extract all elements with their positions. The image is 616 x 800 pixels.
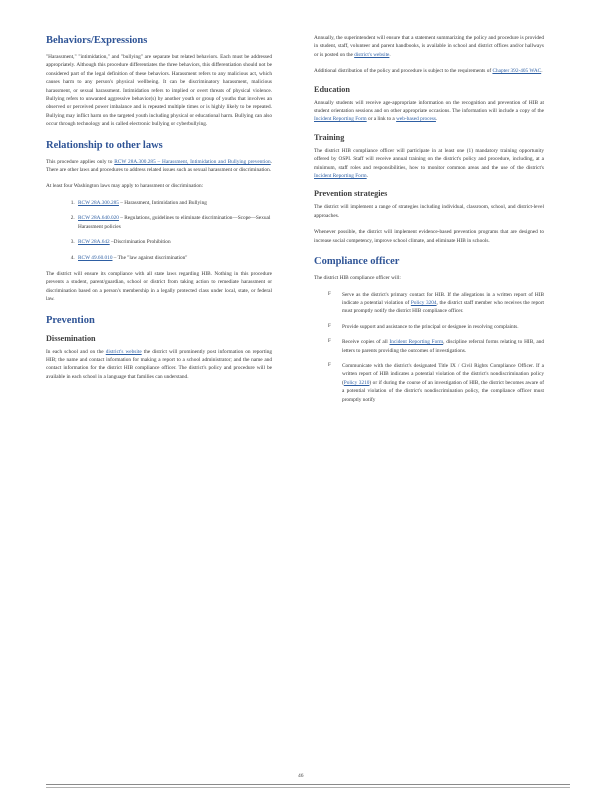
- law-link[interactable]: RCW 28A.642: [78, 239, 110, 246]
- duty-text-end: ) or if during the course of an investigation of HIB, the district becomes aware of a potential violation of the district's nondiscrimination policy, the compliance officer must promptly notify: [342, 379, 544, 403]
- law-item: [76, 254, 272, 262]
- duty-text-end: , the district staff member who receives the report must promptly notify the district HIB compliance officer.: [342, 299, 544, 315]
- training-paragraph: [314, 147, 544, 181]
- additional-paragraph: [314, 67, 544, 75]
- relationship-paragraph-2: At least four Washington laws may apply to harassment or discrimination:: [46, 183, 204, 190]
- behaviors-heading: Behaviors/Expressions: [46, 35, 148, 46]
- policy-3204-link[interactable]: Policy 3204: [410, 299, 437, 306]
- duty-item: [328, 338, 544, 355]
- web-based-process-link[interactable]: web-based process: [396, 116, 436, 123]
- education-text-mid: or a link to a: [366, 116, 397, 123]
- dissemination-paragraph: [46, 348, 272, 382]
- bullet-icon: F: [328, 362, 331, 368]
- dissemination-heading: Dissemination: [46, 333, 96, 343]
- bullet-icon: F: [328, 339, 331, 345]
- laws-list: [46, 199, 272, 262]
- page-number: 46: [298, 773, 304, 779]
- right-column: [314, 34, 544, 411]
- duty-text: Receive copies of all: [342, 339, 390, 346]
- rcw-hib-link[interactable]: RCW 28A.300.285 – Harassment, Intimidation and Bullying prevention: [114, 158, 271, 165]
- law-link[interactable]: RCW 28A.300.285: [78, 199, 119, 206]
- compliance-intro: The district HIB compliance officer will:: [314, 275, 401, 282]
- footer-rule: [46, 784, 570, 785]
- law-text: – The "law against discrimination": [112, 254, 188, 261]
- incident-reporting-form-link[interactable]: Incident Reporting Form: [314, 116, 367, 123]
- duty-item: [328, 362, 544, 404]
- prevention-strategies-heading: Prevention strategies: [314, 189, 388, 199]
- training-text: The district HIB compliance officer will participate in at least one (1) mandatory training opportunity offered by OSPI. Staff will receive annual training on the district's policy and procedure, including, at a minimum, staff roles and responsibilities, how to monitor common areas and the use of the district's: [314, 147, 544, 171]
- district-website-link[interactable]: district's website: [354, 51, 390, 58]
- incident-reporting-form-link[interactable]: Incident Reporting Form: [389, 339, 444, 346]
- law-item: [76, 238, 272, 246]
- wac-chapter-link[interactable]: Chapter 392-405 WAC: [492, 68, 542, 75]
- dissemination-text: In each school and on the: [46, 348, 106, 355]
- dissemination-text-end: the district will prominently post information on reporting HIB; the name and contact information for making a report to a school administrator; and the name and contact information for the district HIB compliance officer. The district's policy and procedure will be available in each school in a language that families can understand.: [46, 348, 272, 380]
- relationship-paragraph-3: The district will ensure its compliance with all state laws regarding HIB. Nothing in this procedure prevents a student, parent/guardian, school or district from taking action to remediate harassment or discrimination based on a person's membership in a legally protected class under local, state, or federal law.: [46, 270, 272, 303]
- compliance-officer-heading: Compliance officer: [314, 256, 400, 268]
- law-link[interactable]: RCW 28A.640.020: [78, 215, 119, 222]
- duty-text-end: , discipline referral forms relating to HIB, and letters to parents providing the outcomes of investigations.: [342, 339, 544, 354]
- law-text: –Discrimination Prohibition: [109, 239, 171, 246]
- training-text-end: .: [366, 173, 368, 180]
- annual-paragraph: [314, 34, 544, 59]
- duty-item: [328, 323, 544, 331]
- education-paragraph: [314, 99, 544, 124]
- compliance-duties-list: [314, 291, 544, 404]
- law-text: – Harassment, Intimidation and Bullying: [118, 199, 207, 206]
- footer-rule-thin: [46, 787, 570, 788]
- education-text-end: .: [435, 116, 438, 123]
- incident-reporting-form-link[interactable]: Incident Reporting Form: [314, 173, 367, 180]
- duty-item: [328, 291, 544, 316]
- education-text: Annually students will receive age-appropriate information on the recognition and prevention of HIB at student orientation sessions and on other appropriate occasions. The information will include a copy of the: [314, 99, 544, 115]
- bullet-icon: F: [328, 323, 331, 329]
- prevention-heading: Prevention: [46, 314, 95, 326]
- annual-text-end: .: [389, 51, 391, 58]
- training-heading: Training: [314, 132, 345, 142]
- education-heading: Education: [314, 84, 350, 94]
- law-item: [76, 199, 272, 207]
- relationship-text-end: . There are other laws and procedures to address related issues such as sexual harassment or discrimination.: [46, 158, 272, 174]
- law-item: [76, 214, 272, 231]
- duty-text: Provide support and assistance to the principal or designee in resolving complaints.: [342, 323, 519, 330]
- strategies-paragraph-2: Whenever possible, the district will implement evidence-based prevention programs that are designed to increase social competency, improve school climate, and eliminate HIB in schools.: [314, 229, 544, 244]
- additional-text-end: .: [541, 68, 543, 75]
- policy-3210-link[interactable]: Policy 3210: [343, 379, 370, 386]
- bullet-icon: F: [328, 291, 331, 297]
- relationship-paragraph-1: [46, 158, 272, 175]
- duty-text: Serve as the district's primary contact for HIB. If the allegations in a written report of HIB indicate a potential violation of: [342, 291, 544, 306]
- left-column: [46, 34, 272, 389]
- district-website-link[interactable]: district's website: [105, 348, 142, 355]
- duty-text: Communicate with the district's designated Title IX / Civil Rights Compliance Officer. If a written report of HIB indicates a potential violation of the district's nondiscrimination policy (: [342, 362, 544, 386]
- strategies-paragraph-1: The district will implement a range of strategies including individual, classroom, school, and district-level approaches.: [314, 204, 544, 219]
- behaviors-paragraph: "Harassment," "intimidation," and "bullying" are separate but related behaviors. Each must be addressed appropriately. Although this procedure differentiates the three behaviors, this differentiation should not be considered part of the legal definition of these behaviors. Harassment refers to any malicious act, which causes harm to any person's physical wellbeing. It can be discriminatory harassment, malicious harassment, or sexual harassment. Intimidation refers to implied or overt threats of physical violence. Bullying refers to unwanted aggressive behavior(s) by another youth or group of youths that involves an observed or perceived power imbalance and is repeated multiple times or is highly likely to be repeated. Bullying may inflict harm on the targeted youth including physical or educational harm. Bullying can also occur through technology and is called electronic bullying or cyberbullying.: [46, 54, 272, 128]
- additional-text: Additional distribution of the policy and procedure is subject to the requirements of: [314, 68, 493, 75]
- law-text: – Regulations, guidelines to eliminate discrimination—Scope—Sexual Harassment policies: [78, 215, 271, 230]
- annual-text: Annually, the superintendent will ensure that a statement summarizing the policy and procedure is provided in student, staff, volunteer and parent handbooks, is available in school and district offices and/or hallways or is posted on the: [314, 35, 544, 58]
- relationship-text: This procedure applies only to: [46, 158, 115, 165]
- law-link[interactable]: RCW 49.60.010: [78, 254, 113, 261]
- relationship-heading: Relationship to other laws: [46, 139, 163, 151]
